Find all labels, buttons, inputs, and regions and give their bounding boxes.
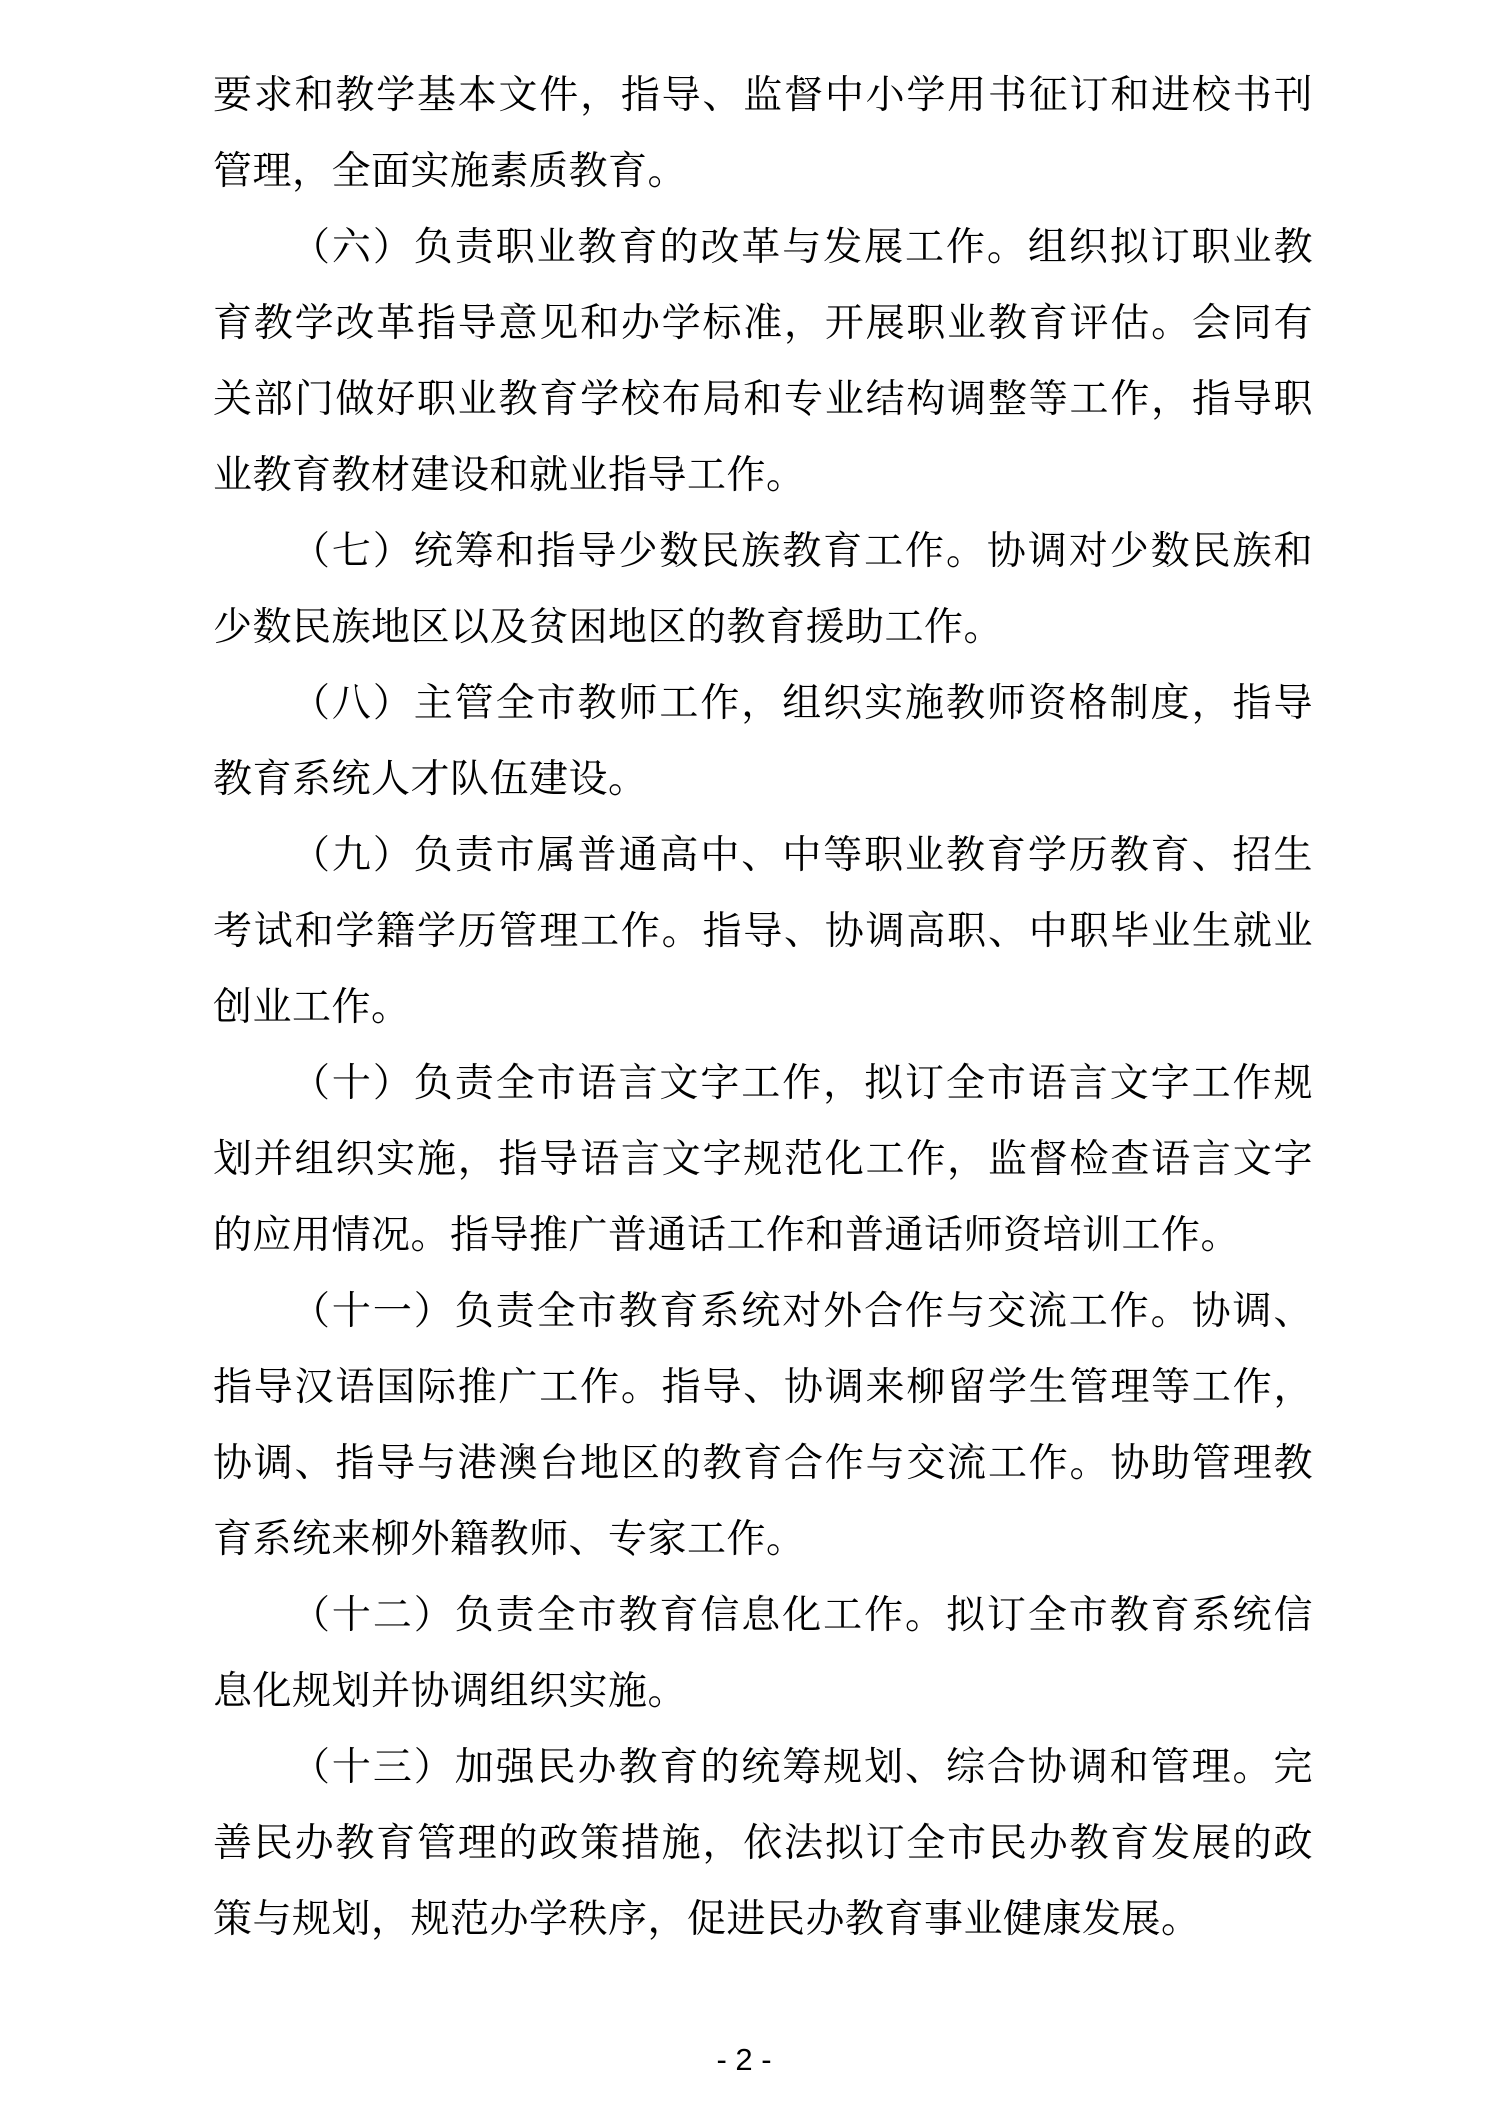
- page-footer: [0, 2040, 1488, 2080]
- paragraph-item-9: （九）负责市属普通高中、中等职业教育学历教育、招生考试和学籍学历管理工作。指导、协调高职、中职毕业生就业创业工作。: [213, 834, 1313, 1029]
- paragraph-item-8: （八）主管全市教师工作，组织实施教师资格制度，指导教育系统人才队伍建设。: [213, 682, 1313, 801]
- paragraph-item-11: （十一）负责全市教育系统对外合作与交流工作。协调、指导汉语国际推广工作。指导、协调来柳留学生管理等工作，协调、指导与港澳台地区的教育合作与交流工作。协助管理教育系统来柳外籍教师、专家工作。: [213, 1290, 1313, 1561]
- paragraph-item-6: （六）负责职业教育的改革与发展工作。组织拟订职业教育教学改革指导意见和办学标准，开展职业教育评估。会同有关部门做好职业教育学校布局和专业结构调整等工作，指导职业教育教材建设和就业指导工作。: [213, 226, 1313, 497]
- page-number: - 2 -: [716, 2042, 772, 2077]
- document-body: [213, 58, 1313, 1958]
- paragraph-item-12: （十二）负责全市教育信息化工作。拟订全市教育系统信息化规划并协调组织实施。: [213, 1594, 1313, 1713]
- paragraph-continuation: 要求和教学基本文件，指导、监督中小学用书征订和进校书刊管理，全面实施素质教育。: [213, 74, 1313, 193]
- paragraph-item-13: （十三）加强民办教育的统筹规划、综合协调和管理。完善民办教育管理的政策措施，依法拟订全市民办教育发展的政策与规划，规范办学秩序，促进民办教育事业健康发展。: [213, 1746, 1313, 1941]
- paragraph-item-7: （七）统筹和指导少数民族教育工作。协调对少数民族和少数民族地区以及贫困地区的教育援助工作。: [213, 530, 1313, 649]
- paragraph-item-10: （十）负责全市语言文字工作，拟订全市语言文字工作规划并组织实施，指导语言文字规范化工作，监督检查语言文字的应用情况。指导推广普通话工作和普通话师资培训工作。: [213, 1062, 1313, 1257]
